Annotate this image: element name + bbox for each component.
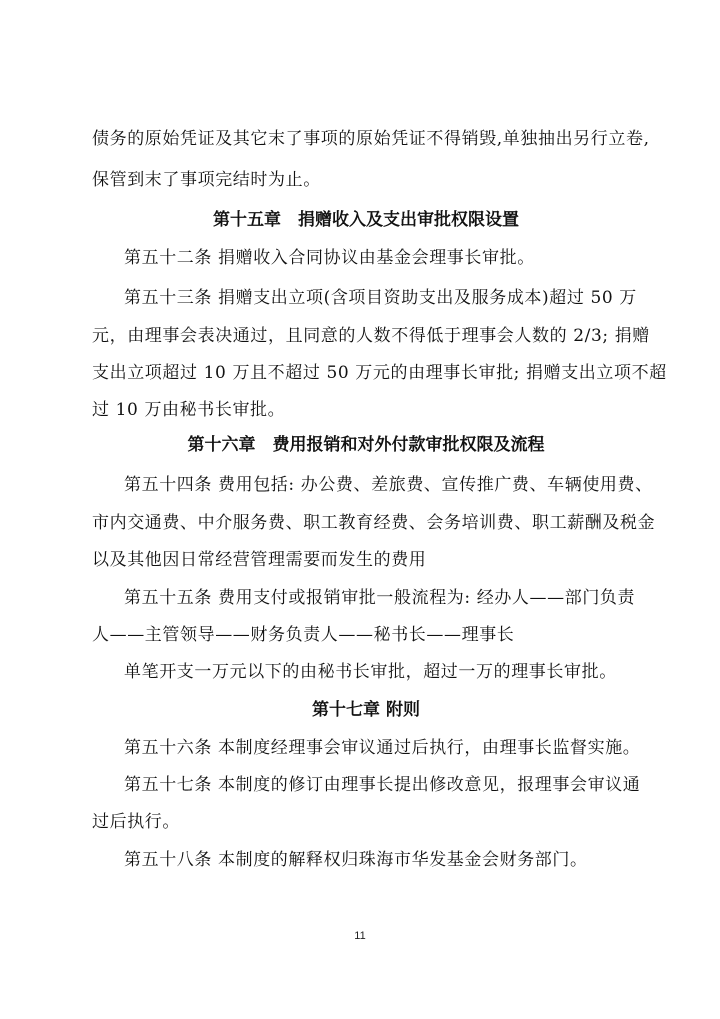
chapter-15-heading: 第十五章 捐赠收入及支出审批权限设置 bbox=[213, 210, 519, 230]
text-line: 债务的原始凭证及其它末了事项的原始凭证不得销毁,单独抽出另行立卷, bbox=[92, 129, 650, 149]
text-line: 保管到末了事项完结时为止。 bbox=[92, 170, 321, 190]
article-54-line: 第五十四条 费用包括: 办公费、差旅费、宣传推广费、车辆使用费、 bbox=[124, 475, 653, 495]
article-53-line: 支出立项超过 10 万且不超过 50 万元的由理事长审批; 捐赠支出立项不超 bbox=[92, 363, 667, 383]
article-56: 第五十六条 本制度经理事会审议通过后执行，由理事长监督实施。 bbox=[124, 738, 641, 758]
article-53-line: 元，由理事会表决通过，且同意的人数不得低于理事会人数的 2/3; 捐赠 bbox=[92, 326, 650, 346]
chapter-16-heading: 第十六章 费用报销和对外付款审批权限及流程 bbox=[187, 435, 545, 455]
article-58: 第五十八条 本制度的解释权归珠海市华发基金会财务部门。 bbox=[124, 850, 588, 870]
article-55-line: 人——主管领导——财务负责人——秘书长——理事长 bbox=[92, 625, 515, 645]
article-57-line: 第五十七条 本制度的修订由理事长提出修改意见，报理事会审议通 bbox=[124, 775, 641, 795]
approval-rule: 单笔开支一万元以下的由秘书长审批，超过一万的理事长审批。 bbox=[124, 662, 617, 682]
chapter-17-heading: 第十七章 附则 bbox=[312, 700, 420, 720]
article-55-line: 第五十五条 费用支付或报销审批一般流程为: 经办人——部门负责 bbox=[124, 588, 636, 608]
page-number: 11 bbox=[354, 930, 366, 942]
article-53-line: 第五十三条 捐赠支出立项(含项目资助支出及服务成本)超过 50 万 bbox=[124, 288, 637, 308]
article-52: 第五十二条 捐赠收入合同协议由基金会理事长审批。 bbox=[124, 248, 535, 268]
article-57-line: 过后执行。 bbox=[92, 812, 180, 832]
article-54-line: 市内交通费、中介服务费、职工教育经费、会务培训费、职工薪酬及税金 bbox=[92, 513, 656, 533]
article-53-line: 过 10 万由秘书长审批。 bbox=[92, 400, 286, 420]
article-54-line: 以及其他因日常经营管理需要而发生的费用 bbox=[92, 550, 427, 570]
